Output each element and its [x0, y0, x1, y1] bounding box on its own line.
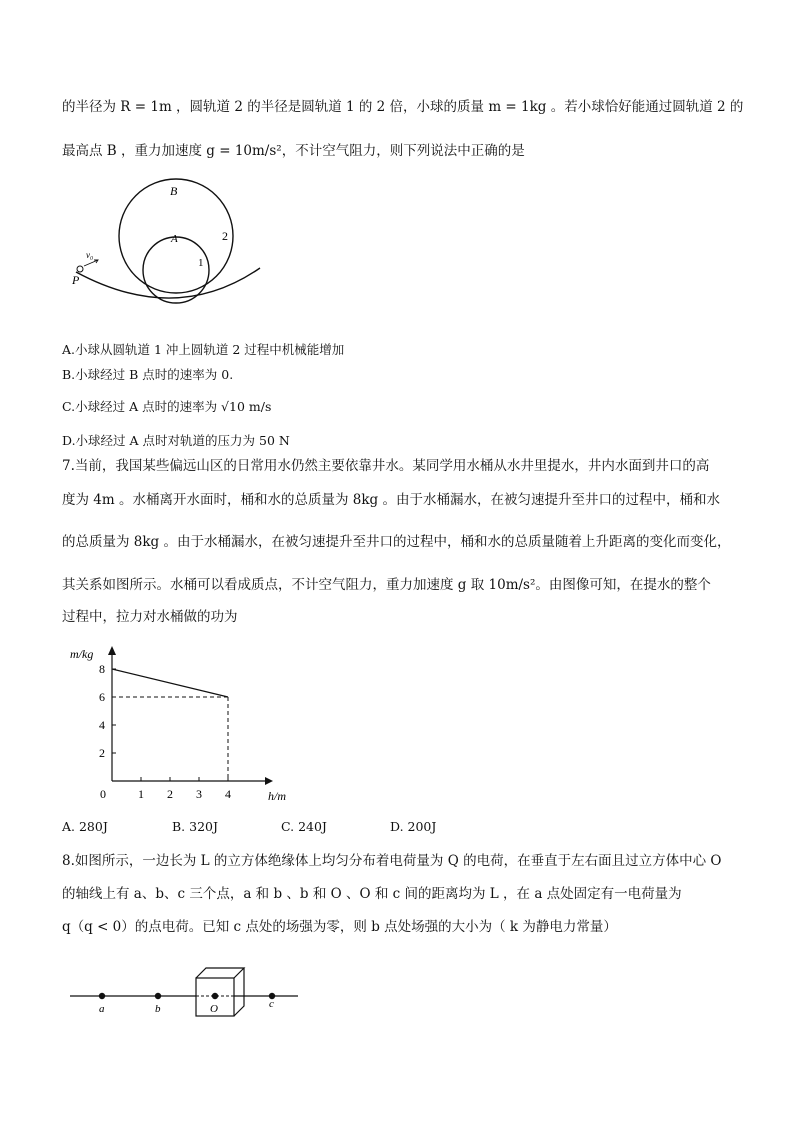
- cube-side-face: [234, 968, 244, 1016]
- origin-label: 0: [100, 787, 106, 801]
- point-a: [99, 993, 105, 999]
- label-B: B: [170, 184, 178, 198]
- x-tick-label: 1: [138, 787, 144, 801]
- x-axis-arrow-icon: [265, 777, 273, 785]
- q7-option-d: D. 200J: [390, 819, 437, 834]
- q6-option-c: C.小球经过 A 点时的速率为 √10 m/s: [62, 399, 272, 414]
- ball-icon: [77, 266, 83, 272]
- q6-option-d: D.小球经过 A 点时对轨道的压力为 50 N: [62, 433, 290, 448]
- q6-option-a: A.小球从圆轨道 1 冲上圆轨道 2 过程中机械能增加: [62, 342, 345, 357]
- q7-option-c: C. 240J: [281, 819, 327, 834]
- label-v0: v₀: [86, 250, 94, 260]
- x-tick-label: 4: [225, 787, 231, 801]
- label-1: 1: [198, 257, 204, 269]
- y-axis-arrow-icon: [108, 646, 116, 655]
- y-tick-label: 6: [99, 690, 105, 704]
- q7-option-b: B. 320J: [172, 819, 219, 834]
- series-line-mass: [112, 669, 228, 697]
- cube-top-face: [196, 968, 244, 978]
- q6-option-b: B.小球经过 B 点时的速率为 0.: [62, 367, 234, 382]
- mass-height-chart: [60, 640, 286, 810]
- y-tick-label: 2: [99, 746, 105, 760]
- label-2: 2: [222, 229, 228, 243]
- q6-text-line2: 最高点 B ，重力加速度 g = 10m/s²，不计空气阻力，则下列说法中正确的是: [62, 143, 525, 159]
- q7-text-line3: 的总质量为 8kg 。由于水桶漏水，在被匀速提升至井口的过程中，桶和水的总质量随着上升距离的变化而变化，: [62, 534, 731, 550]
- y-tick-label: 4: [99, 718, 105, 732]
- point-b: [155, 993, 161, 999]
- label-b: b: [155, 1003, 161, 1015]
- y-tick-label: 8: [99, 662, 105, 676]
- x-tick-label: 2: [167, 787, 173, 801]
- x-axis-label: h/m: [268, 789, 286, 803]
- label-O: O: [210, 1003, 218, 1015]
- label-c: c: [269, 998, 274, 1010]
- q8-text-line2: 的轴线上有 a、b、c 三个点，a 和 b 、b 和 O 、O 和 c 间的距离均为 L ，在 a 点处固定有一电荷量为: [62, 886, 682, 902]
- label-P: P: [72, 273, 80, 287]
- q8-cube-figure: [66, 962, 302, 1022]
- q8-text-line1: 8.如图所示，一边长为 L 的立方体绝缘体上均匀分布着电荷量为 Q 的电荷，在垂直于左右面且过立方体中心 O: [62, 853, 722, 869]
- q7-text-line5: 过程中，拉力对水桶做的功为: [62, 609, 238, 625]
- velocity-arrow-icon: [84, 260, 98, 266]
- ground-track: [76, 268, 260, 298]
- label-A: A: [171, 233, 178, 245]
- q7-text-line1: 7.当前，我国某些偏远山区的日常用水仍然主要依靠井水。某同学用水桶从水井里提水，井内水面到井口的高: [62, 458, 710, 474]
- q7-text-line4: 其关系如图所示。水桶可以看成质点，不计空气阻力，重力加速度 g 取 10m/s²。由图像可知，在提水的整个: [62, 577, 711, 593]
- q7-option-a: A. 280J: [62, 819, 108, 834]
- q7-text-line2: 度为 4m 。水桶离开水面时，桶和水的总质量为 8kg 。由于水桶漏水，在被匀速提升至井口的过程中，桶和水: [62, 492, 720, 508]
- q6-text-line1: 的半径为 R = 1m ，圆轨道 2 的半径是圆轨道 1 的 2 倍，小球的质量 m = 1kg 。若小球恰好能通过圆轨道 2 的: [62, 99, 744, 115]
- y-axis-label: m/kg: [70, 647, 94, 661]
- x-tick-label: 3: [196, 787, 202, 801]
- point-O: [212, 993, 218, 999]
- q8-text-line3: q（q < 0）的点电荷。已知 c 点处的场强为零，则 b 点处场强的大小为（ k 为静电力常量）: [62, 919, 617, 935]
- label-a: a: [99, 1003, 105, 1015]
- q6-track-figure: [66, 176, 266, 306]
